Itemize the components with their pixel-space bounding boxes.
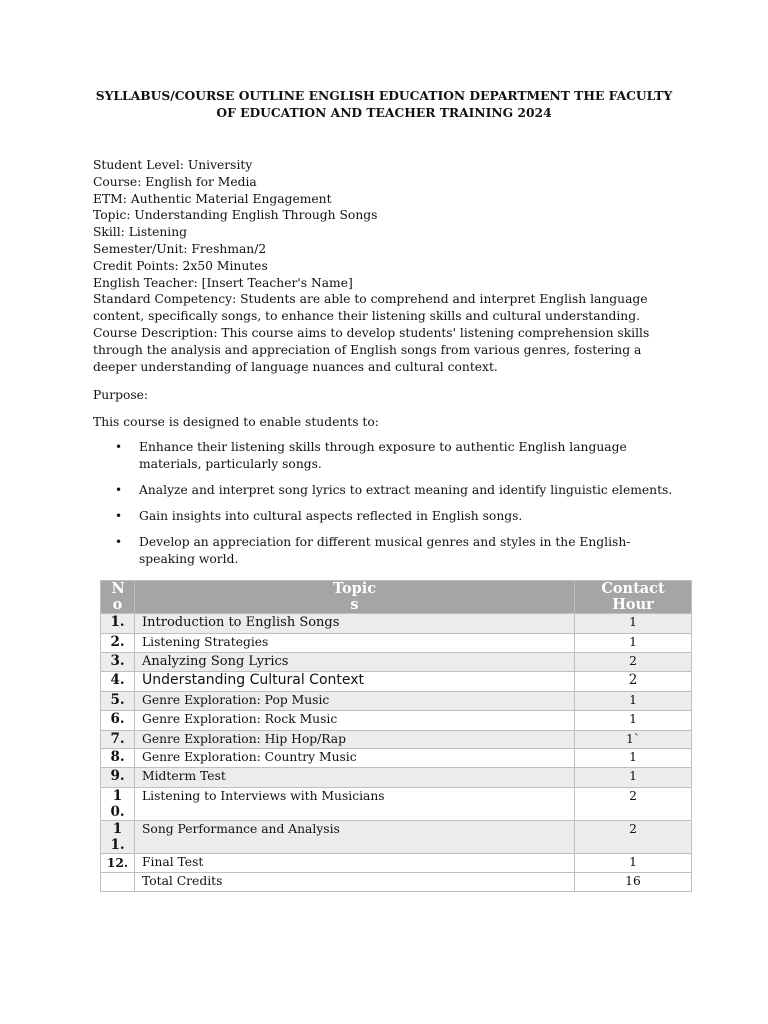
table-row: 1. Introduction to English Songs 1 <box>101 614 692 634</box>
bullet-icon: • <box>115 440 123 454</box>
skill: Skill: Listening <box>93 225 187 240</box>
table-row: 2. Listening Strategies 1 <box>101 634 692 653</box>
course-info <box>93 157 683 375</box>
table-header-row <box>101 581 692 614</box>
credit-points: Credit Points: 2x50 Minutes <box>93 258 268 273</box>
purpose-list <box>93 439 683 577</box>
semester: Semester/Unit: Freshman/2 <box>93 241 267 256</box>
topic: Topic: Understanding English Through Songs <box>93 208 378 223</box>
student-level: Student Level: University <box>93 158 253 172</box>
header-no: No <box>101 581 135 614</box>
purpose-heading: Purpose: <box>93 388 149 402</box>
table-row: 11. Song Performance and Analysis 2 <box>101 821 692 854</box>
table-row: 10. Listening to Interviews with Musicians 2 <box>101 788 692 821</box>
course-description: Course Description: This course aims to develop students' listening comprehension skills through the analysis and appreciation of English songs from various genres, fostering a deeper understanding of language nuances and cultural context. <box>93 325 650 374</box>
table-row: 12. Final Test 1 <box>101 854 692 873</box>
purpose-item: • Gain insights into cultural aspects reflected in English songs. <box>115 509 523 523</box>
table-row: 5. Genre Exploration: Pop Music 1 <box>101 692 692 711</box>
etm: ETM: Authentic Material Engagement <box>93 191 332 206</box>
table-row: 9. Midterm Test 1 <box>101 768 692 788</box>
bullet-icon: • <box>115 483 123 497</box>
course-name: Course: English for Media <box>93 174 257 189</box>
header-topics: Topics <box>135 581 575 614</box>
standard-competency: Standard Competency: Students are able to comprehend and interpret English language content, specifically songs, to enhance their listening skills and cultural understanding. <box>93 292 648 324</box>
table-row: 3. Analyzing Song Lyrics 2 <box>101 653 692 672</box>
table-total-row: Total Credits 16 <box>101 873 692 892</box>
purpose-item: • Develop an appreciation for different musical genres and styles in the English-speaking world. <box>115 535 631 566</box>
purpose-intro: This course is designed to enable students to: <box>93 415 379 429</box>
table-row: 7. Genre Exploration: Hip Hop/Rap 1` <box>101 731 692 749</box>
table-row: 6. Genre Exploration: Rock Music 1 <box>101 711 692 731</box>
document-title: SYLLABUS/COURSE OUTLINE ENGLISH EDUCATION DEPARTMENT THE FACULTY OF EDUCATION AND TEACHER TRAINING 2024 <box>95 88 673 120</box>
table-row: 4. Understanding Cultural Context 2 <box>101 672 692 692</box>
english-teacher: English Teacher: [Insert Teacher's Name] <box>93 275 353 290</box>
purpose-item: • Analyze and interpret song lyrics to extract meaning and identify linguistic elements. <box>115 483 673 497</box>
bullet-icon: • <box>115 509 123 523</box>
table-row: 8. Genre Exploration: Country Music 1 <box>101 749 692 768</box>
purpose-item: • Enhance their listening skills through exposure to authentic English language materials, particularly songs. <box>115 440 627 471</box>
syllabus-table <box>100 580 692 892</box>
bullet-icon: • <box>115 535 123 549</box>
header-contact-hour: Contact Hour <box>575 581 692 614</box>
